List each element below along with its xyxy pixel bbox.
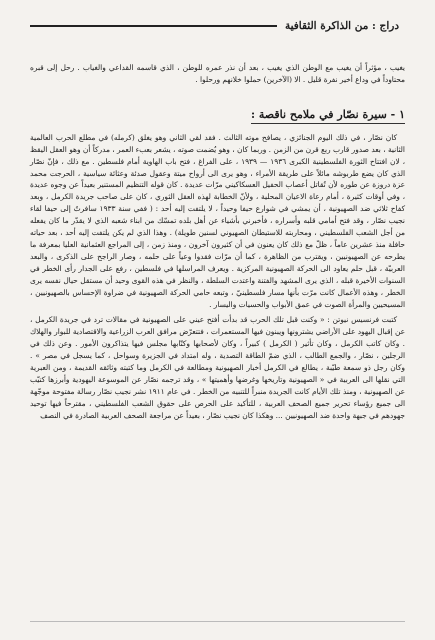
section-heading: ١ - سيرة نصّار في ملامح ناقصة : bbox=[251, 108, 405, 124]
running-head-title: دراج : من الذاكرة الثقافية bbox=[284, 20, 399, 32]
section-paragraph-2: كتبت فرنسيس نيوتن : « وكنت قبل تلك الحرب قد بدأت أفتح عيني على الصهيونية في مقالات ترد في جريدة الكرمل ، عن إقبال اليهود على الأراضي يشترونها ويبنون فيها المستعمرات ، فتتعرّض مرافق العرب الزراعية والاقتصادية للبوار والهلاك . وكان كاتب الكرمل ، وكان تأثير ( الكرمل ) كبيراً ، وكان لأصحابها وكتّابها مجلس فيها يتذاكرون الأمور . وعن ذلك في الرجلين ، نصّار ، والجمع الطالب ، الذي ضمّ الطاقة التصدية ، وله امتداد في الجزيرة وسواحل ، كما يسجل في مصر » . وكان رجل ذو سمعة طيّبة ، يطالع في الكرمل أخبار الصهيونية ومطالعة في الكرمل وما كتبته وثائقه القديمة ، ومن العبرية التي نقلها الى العربية في « الصهيونية وتاريخها وغرضها وأهميتها » ، وقد ترجمه نصّار عن الموسوعة اليهودية وأبرزها كتيّب عن الصهيونية ، ومنذ تلك الأيام كانت الجريدة منبراً للتنبيه من الخطر . في عام ١٩١١ نشر نجيب نصّار رسالة مفتوحة موجّهة الى جميع رؤساء تحرير جميع الصحف العربية ، للتأكيد على الحرص على حقوق الشعب الفلسطيني ، مقترحاً فيها توحيد جهودهم في جبهة واحدة ضد الصهيونيين ... وهكذا كان نجيب نصّار ، بعيداً عن مراجعة الصحف العربية الصادرة في النصف bbox=[30, 315, 405, 420]
header-rule bbox=[30, 25, 277, 27]
section-paragraph-1: كان نصّار ، في ذلك اليوم الجنائزي ، يصافح موته الثالث . فقد لقي الثاني وهو يغلق (كرمله) في مطلع الحرب العالمية الثانية ، بعد صدور قارب ربع قرن من الزمن . وربما كان ، وهو يُضمت صوته ، يشعر بعبء العمر ، مدركاً أن وهو العقل اليقظ ، لان افتتاح الثورة الفلسطينية الكبرى ١٩٣٦ — ١٩٣٩ ، على الفراغ ، فتح باب الهاوية أمام فلسطين . مع ذلك ، فإنّ نصّار الذي كان يضع طربوشه مائلاً على طريقة الأمراء ، وهو يرى الى أرواح ميتة وعقول صدئة وعثائة سياسية ، الحرجت محمد عزة دروزة عن طوره لأن تُقاتل أعصاب الحفيل العسكاكيني مرّات عديدة . كان قوله التنظيم المستنير بعيداً عن وجوه عديدة ، وفي أوقات كثيرة ، أمام رعاة الاعيان المحلية ، ولأنّ الخطابة لهذه العقل الثوري ، كان على صاحب جريدة الكرمل ، وبعد كفاح ثلاثي ضد الصهيونية ، أن يمشي في شوارع حيفا وحيداً ، لا يلتفت إليه أحد : ( ففي سنة ١٩٣٣ سافرتُ إلى حيفا لقاء نجيب نصّار ، وقد فتح أمامي قلبه وأسراره ، فأخبرني بأشياء عن أهل بلده تمسّك من ابناء شعبه الذي لا يقدّر ما كان يفعله من أجل الشعب الفلسطيني ، ومحاربته للاستيطان الصهيوني لسنين طويلة) . وهذا الذي لم يكن يلتفت إليه أحد ، بعد حياته حافلة منذ عشرين عاماً ، ظلّ مع ذلك كان يعنون في أن كثيرون آخرون ، ومنذ زمن ، إلى المراجع العثمانية العليا بمعرفة ما يطرحه عن الصهيونيين ، ويقترب من الظاهرة ، كما أن مرّات فقدوا وعياً على حلمه ، وصار الراجح على الذكرى ، والبعد العربيّة ، قبل حلم يعاود الى الحركة الصهيونية المركزية . ويعرف المراسلها في فلسطين ، رفع على الجدار رأى الخطر في السنوات الأخيرة قبله ، الذي يرى المشهد والفتنة واعتدت السلطة ، والنظر في هذه القوى وحيد أن مستقل حيال نفسه يرى الخطر ، وهذه الأعمال كانت مرّت بأنها مسار فلسطينيّ ، وتبعه حامي الحركة الصهيونية في ضراوة الإحساس بالصهيونيين ، المسيحيين والمرأة الصوت في عمق الأبواب والحسيات واليسار . bbox=[30, 132, 405, 309]
intro-paragraph: يغيب ، مؤثراً أن يغيب مع الوطن الذي يغيب ، بعد أن نذر عمره للوطن ، الذي قاسمه القداعي والغياب . رحل إلى قبره محتاوداً في وداع أخير نفرة قليل . الا (الآخرين) حملوا خلانهم ورحلوا . bbox=[30, 63, 405, 84]
body-text bbox=[30, 62, 405, 422]
running-head bbox=[30, 20, 399, 32]
footer-rule bbox=[30, 621, 405, 622]
